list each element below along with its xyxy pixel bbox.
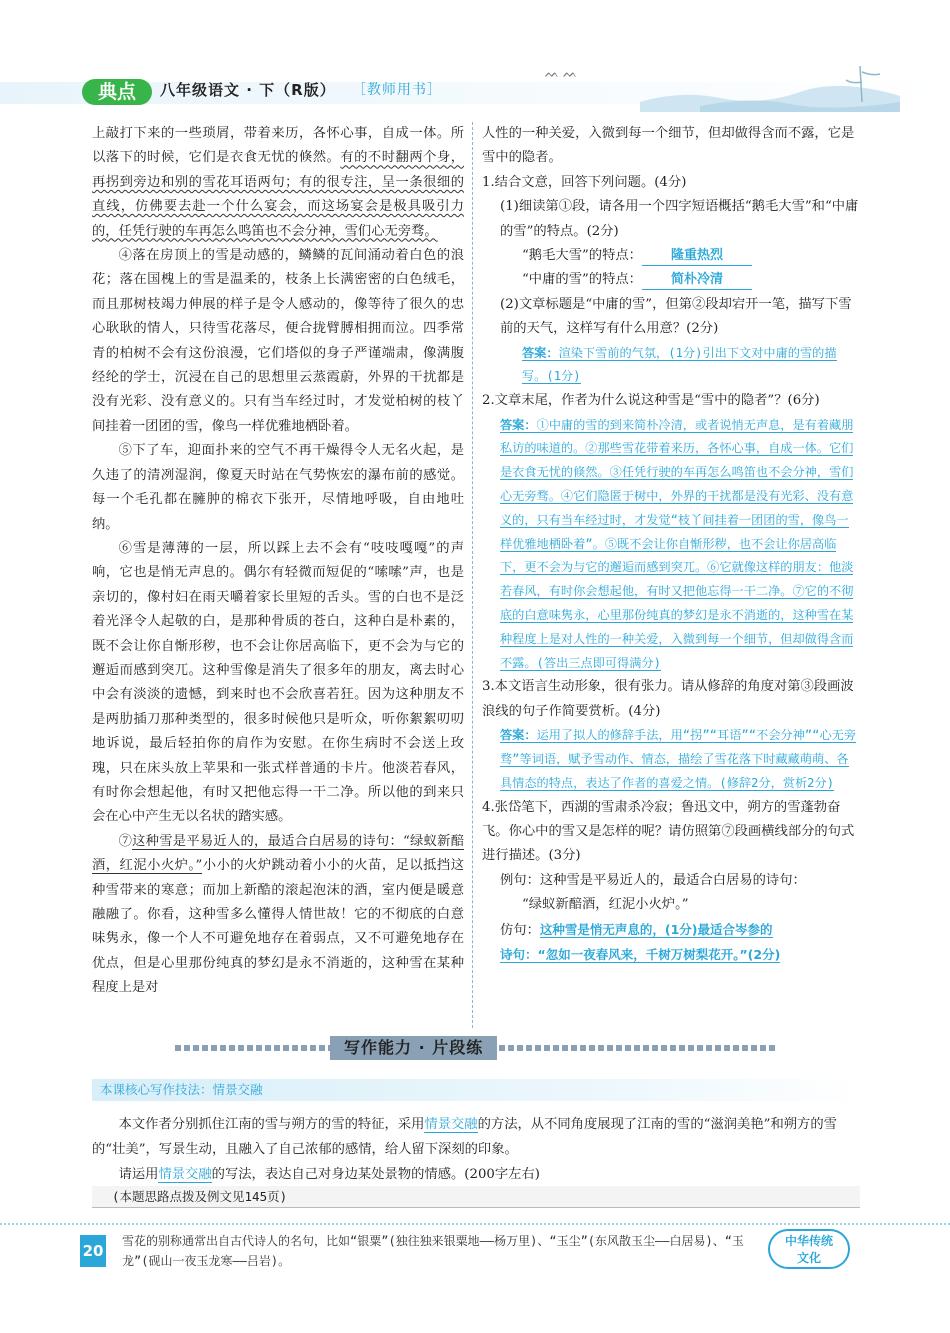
question-3: 3.本文语言生动形象，很有张力。请从修辞的角度对第③段画波浪线的句子作简要赏析。(4分) [482, 679, 854, 719]
question-4: 4.张岱笔下，西湖的雪肃杀冷寂；鲁迅文中，朔方的雪蓬勃奋飞。你心中的雪又是怎样的呢？请仿照第⑦段画横线部分的句式进行描述。(3分) [482, 799, 855, 864]
passage-paragraph-7: ⑦这种雪是平易近人的，最适合白居易的诗句：“绿蚁新醅酒，红泥小火炉。”小小的火炉跳动着小小的火苗，足以抵挡这种雪带来的寒意；而加上新酷的滚起泡沫的酒，室内便是暖意融融了。你看，这种雪多么懂得人情世故！它的不彻底的白意味隽永，像一个人不可避免地存在着弱点，又不可避免地存在优点，但是心里那份纯真的梦幻是永不消逝的，这种雪在某种程度上是对 [92, 833, 464, 996]
column-divider [472, 122, 473, 1028]
passage-paragraph-4: ④落在房顶上的雪是动感的，鳞鳞的瓦间涌动着白色的浪花；落在国槐上的雪是温柔的，枝条上长满密密的白色绒毛，而且那树枝竭力伸展的样子是令人感动的，像等待了很久的忠心耿耿的情人，只待雪花落尽，便合拢臂膊相拥而泣。四季常青的柏树不会有这份浪漫，它们塔似的身子严谨端肃，像满腹经纶的学士，沉浸在自己的思想里云蒸霞蔚，外界的干扰都是没有光彩、没有意义的。只有当车经过时，才发觉柏树的枝丫间挂着一团团的雪，像鸟一样优雅地栖卧着。 [92, 248, 464, 434]
answer-3: 答案：运用了拟人的修辞手法，用“拐”“耳语”“不会分神”“心无旁骛”等词语，赋予雪动作、情态，描绘了雪花落下时藏藏萌萌、各具情态的特点，表达了作者的喜爱之情。(修辞2分，赏析2分) [500, 728, 857, 790]
footer-note: 雪花的别称通常出自古代诗人的名句，比如“银粟”(独往独来银粟地——杨万里)、“玉尘”(东风散玉尘——白居易)、“玉龙”(砚山一夜玉龙寒——吕岩)。 [122, 1234, 744, 1268]
answer-2: 答案：①中庸的雪的到来简朴冷清，或者说悄无声息，是有着藏朋私访的味道的。②那些雪花带着来历，各怀心事，自成一体。它们是衣食无忧的倏然。③任凭行驶的车再怎么鸣笛也不会分神，雪们心无旁骛。④它们隐匿于树中，外界的干扰都是没有光彩、没有意义的，只有当车经过时，才发觉“枝丫间挂着一团团的雪，像鸟一样优雅地栖卧着”。⑤既不会让你自惭形秽，也不会让你居高临下，更不会为与它的邂逅而感到突兀。⑥它就像这样的朋友：他淡若春风，有时你会想起他，有时又把他忘得一干二净。⑦它的不彻底的白意味隽永，心里那份纯真的梦幻是永不消逝的，这种雪在某种程度上是对人性的一种关爱，入微到每一个细节，但却做得含而不露。(答出三点即可得满分) [500, 417, 854, 670]
wavy-underlined-sentence: 有的不时翻两个身，再拐到旁边和别的雪花耳语两句；有的很专注，呈一条很细的直线，仿佛要去赴一个什么宴会，而这场宴会是极具吸引力的，任凭行驶的车再怎么鸣笛也不会分神，雪们心无旁骛。 [92, 150, 465, 239]
keyword: 情景交融 [158, 1167, 212, 1182]
question-2: 2.文章末尾，作者为什么说这种雪是“雪中的隐者”？(6分) [482, 393, 820, 409]
passage-paragraph-5: ⑤下了车，迎面扑来的空气不再干燥得令人无名火起，是久违了的清冽湿润，像夏天时站在气势恢宏的瀑布前的感觉。每一个毛孔都在臃肿的棉衣下张开，尽情地呼吸，自由地吐纳。 [92, 443, 464, 532]
imitation-answer-line-2: 诗句：“忽如一夜春风来，千树万树梨花开。”(2分) [500, 947, 781, 963]
birds-icon: ᨓ ᨓ [545, 66, 578, 80]
teacher-edition-tag: ［教师用书］ [352, 82, 442, 98]
writing-task [92, 1112, 860, 1187]
answer-1-1-b: “中庸的雪”的特点： 简朴冷清 [482, 268, 860, 292]
underlined-sentence: 这种雪是平易近人的，最适合白居易的诗句：“绿蚁新醅酒，红泥小火炉。” [92, 833, 464, 874]
writing-intro: 本文作者分别抓住江南的雪与朔方的雪的特征，采用情景交融的方法，从不同角度展现了江南的雪的“滋润美艳”和朔方的雪的“壮美”，写景生动，且融入了自己浓郁的感情，给人留下深刻的印象。 [92, 1117, 837, 1157]
core-method-label: 本课核心写作技法：情景交融 [100, 1082, 263, 1097]
brand-logo: 典点 [82, 79, 152, 105]
example-sentence: 例句：这种雪是平易近人的，最适合白居易的诗句： [500, 872, 806, 888]
reading-passage [92, 122, 464, 1001]
reference-note: (本题思路点拨及例文见145页) [92, 1186, 860, 1208]
questions-column [482, 122, 860, 968]
page-number: 20 [80, 1235, 106, 1267]
page-footer [0, 1217, 950, 1277]
page-header [0, 62, 950, 112]
answer-1-1-a: “鹅毛大雪”的特点： 隆重热烈 [482, 244, 860, 268]
imitation-answer: 仿句：这种雪是悄无声息的，(1分)最适合岑参的 [500, 921, 773, 938]
question-1: 1.结合文意，回答下列问题。(4分) [482, 174, 687, 190]
landscape-icon [640, 62, 900, 112]
book-title: 八年级语文 · 下（R版） [160, 81, 336, 99]
culture-seal-icon: 中华传统 文化 [768, 1229, 850, 1269]
answer-1-2: 答案：渲染下雪前的气氛，(1分)引出下文对中庸的雪的描写。(1分) [522, 345, 837, 384]
writing-prompt: 请运用情景交融的写法，表达自己对身边某处景物的情感。(200字左右) [118, 1167, 540, 1182]
question-1-1: (1)细读第①段，请各用一个四字短语概括“鹅毛大雪”和“中庸的雪”的特点。(2分) [500, 199, 859, 239]
core-method-bar [92, 1079, 860, 1101]
example-sentence-line-2: “绿蚁新醅酒，红泥小火炉。” [522, 897, 689, 913]
keyword: 情景交融 [424, 1117, 478, 1132]
question-1-2: (2)文章标题是“中庸的雪”，但第②段却宕开一笔，描写下雪前的天气，这样写有什么用意？(2分) [500, 296, 852, 337]
passage-paragraph-3: 上敲打下来的一些琐屑，带着来历，各怀心事，自成一体。所以落下的时候，它们是衣食无忧的倏然。有的不时翻两个身，再拐到旁边和别的雪花耳语两句；有的很专注，呈一条很细的直线，仿佛要去赴一个什么宴会，而这场宴会是极具吸引力的，任凭行驶的车再怎么鸣笛也不会分神，雪们心无旁骛。 [92, 126, 465, 239]
passage-paragraph-6: ⑥雪是薄薄的一层，所以踩上去不会有“吱吱嘎嘎”的声响，它也是悄无声息的。偶尔有轻微而短促的“嗦嗦”声，也是亲切的，像村妇在雨天嚼着家长里短的舌头。雪的白也不是泛着光泽令人起敬的白，是那种骨质的苍白，这种白是朴素的，既不会让你自惭形秽，也不会让你居高临下，更不会为与它的邂逅而感到突兀。这种雪像是消失了很多年的朋友，离去时心中会有淡淡的遗憾，到来时也不会欣喜若狂。因为这种朋友不是两肋插刀那种类型的，很多时候他只是听众，听你絮絮叨叨地诉说，最后轻拍你的肩作为安慰。在你生病时不会送上玫瑰，只在床头放上苹果和一张式样普通的卡片。他淡若春风，有时你会想起他，有时又把他忘得一干二净。所以他的到来只会在心中产生无以名状的踏实感。 [92, 540, 464, 825]
writing-section-banner [175, 1036, 775, 1060]
passage-continuation: 人性的一种关爱，入微到每一个细节，但却做得含而不露，它是雪中的隐者。 [482, 126, 855, 166]
writing-section-title: 写作能力 · 片段练 [330, 1036, 497, 1060]
